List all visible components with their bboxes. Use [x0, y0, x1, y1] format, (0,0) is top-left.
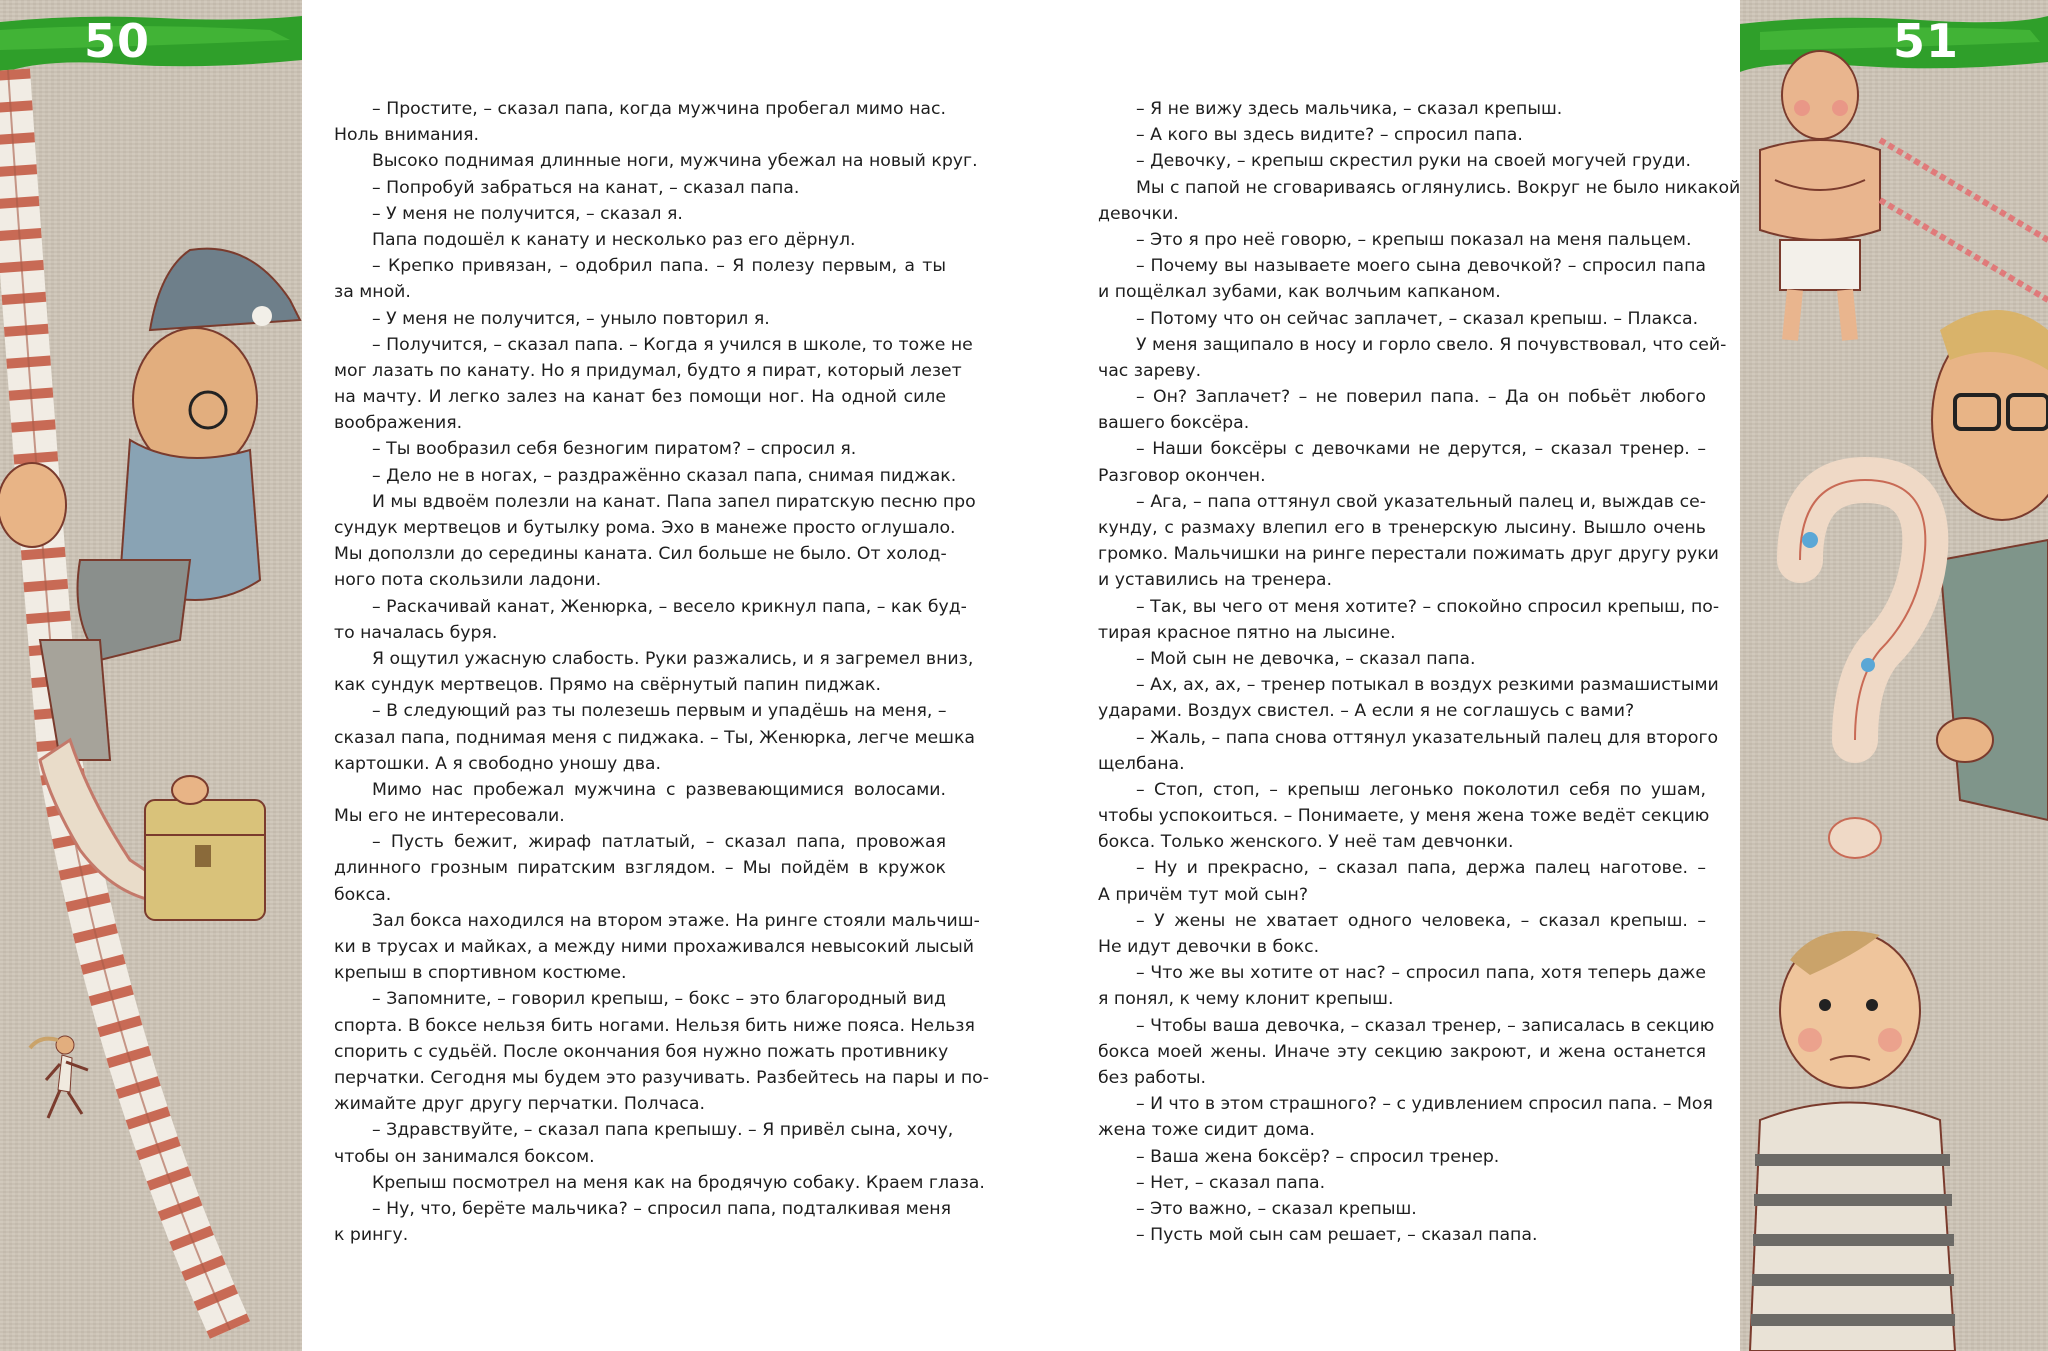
- treasure-chest: [145, 776, 265, 920]
- left-page-text-line: Мы его не интересовали.: [334, 806, 565, 827]
- right-page-text-line: – У жены не хватает одного человека, – сказал крепыш. –: [1136, 910, 1706, 931]
- left-page-text-line: Папа подошёл к канату и несколько раз его дёрнул.: [372, 229, 856, 250]
- left-page-text-line: сказал папа, поднимая меня с пиджака. – Ты, Женюрка, легче мешка: [334, 727, 975, 748]
- left-page-text-line: сундук мертвецов и бутылку рома. Эхо в манеже просто оглушало.: [334, 518, 956, 538]
- left-page-text-line: – Пусть бежит, жираф патлатый, – сказал папа, провожая: [372, 832, 946, 853]
- left-page-text-line: – Здравствуйте, – сказал папа крепышу. – Я привёл сына, хочу,: [372, 1120, 954, 1141]
- left-page-text-line: Мимо нас пробежал мужчина с развевающимися волосами.: [372, 779, 946, 800]
- boxing-coach: [1760, 51, 1880, 340]
- left-page-text-line: – Ну, что, берёте мальчика? – спросил папа, подталкивая меня: [372, 1198, 951, 1219]
- left-illustration: [0, 0, 302, 1351]
- left-page-text-line: как сундук мертвецов. Прямо на свёрнутый папин пиджак.: [334, 675, 881, 696]
- left-page-text-line: – Запомните, – говорил крепыш, – бокс – это благородный вид: [372, 989, 946, 1010]
- left-page-text-line: спорить с судьёй. После окончания боя нужно пожать противнику: [334, 1041, 949, 1062]
- right-page-text-line: – И что в этом страшного? – с удивлением спросил папа. – Моя: [1136, 1094, 1713, 1115]
- right-page-text-line: кунду, с размаху влепил его в тренерскую лысину. Вышло очень: [1098, 518, 1706, 538]
- right-page-text-line: тирая красное пятно на лысине.: [1098, 622, 1396, 643]
- right-page-text-line: и уставились на тренера.: [1098, 570, 1333, 591]
- left-page-text-line: – Попробуй забраться на канат, – сказал папа.: [372, 177, 800, 198]
- right-page-text-line: бокса. Только женского. У неё там девчонки.: [1098, 832, 1514, 853]
- right-page-text-line: – Так, вы чего от меня хотите? – спокойно спросил крепыш, по-: [1136, 596, 1720, 617]
- right-page-text-line: – Ах, ах, ах, – тренер потыкал в воздух резкими размашистыми: [1136, 675, 1719, 696]
- right-margin-illustration: [1740, 0, 2048, 1351]
- right-page-text-line: – Ага, – папа оттянул свой указательный палец и, выждав се-: [1136, 491, 1706, 512]
- right-page-text-line: Разговор окончен.: [1098, 465, 1266, 486]
- right-page-text-line: и пощёлкал зубами, как волчьим капканом.: [1098, 282, 1501, 303]
- right-page-text-line: Не идут девочки в бокс.: [1098, 937, 1320, 957]
- left-page-text-line: ного пота скользили ладони.: [334, 570, 602, 591]
- left-page-text-line: Зал бокса находился на втором этаже. На ринге стояли мальчиш-: [372, 910, 980, 931]
- left-page-text-line: Высоко поднимая длинные ноги, мужчина убежал на новый круг.: [372, 151, 978, 172]
- left-page-text-line: то началась буря.: [334, 622, 498, 643]
- left-page-text-line: Мы доползли до середины каната. Сил больше не было. От холод-: [334, 544, 947, 565]
- left-page-text-line: Ноль внимания.: [334, 125, 480, 146]
- right-page-text-line: – Он? Заплачет? – не поверил папа. – Да он побьёт любого: [1136, 387, 1706, 408]
- left-page-text-line: – Раскачивай канат, Женюрка, – весело крикнул папа, – как буд-: [372, 596, 967, 617]
- ring-ropes: [1880, 140, 2048, 300]
- left-page-text-line: И мы вдвоём полезли на канат. Папа запел пиратскую песню про: [372, 491, 976, 512]
- running-girl: [30, 1036, 88, 1118]
- right-page-text-line: – Наши боксёры с девочками не дерутся, – сказал тренер. –: [1136, 439, 1706, 460]
- right-page-text-line: я понял, к чему клонит крепыш.: [1098, 989, 1394, 1010]
- left-margin-illustration: [0, 0, 302, 1351]
- left-page-text-line: – У меня не получится, – сказал я.: [372, 203, 683, 224]
- right-page-text-line: – Девочку, – крепыш скрестил руки на своей могучей груди.: [1136, 151, 1691, 172]
- left-page-text: [334, 96, 989, 1248]
- right-page-text-line: ударами. Воздух свистел. – А если я не соглашусь с вами?: [1098, 701, 1635, 722]
- right-page-text-line: девочки.: [1098, 203, 1179, 224]
- right-page-text-line: – Нет, – сказал папа.: [1136, 1172, 1326, 1193]
- question-mark-braid: [1800, 480, 1925, 858]
- left-page-text-line: – В следующий раз ты полезешь первым и упадёшь на меня, –: [372, 701, 947, 722]
- left-page-text-line: Крепыш посмотрел на меня как на бродячую собаку. Краем глаза.: [372, 1172, 985, 1193]
- right-page-text: [1098, 96, 1741, 1248]
- right-page-text-line: – Что же вы хотите от нас? – спросил папа, хотя теперь даже: [1136, 963, 1706, 984]
- left-page-text-line: мог лазать по канату. Но я придумал, будто я пират, который лезет: [334, 360, 962, 381]
- right-page-text-line: – Стоп, стоп, – крепыш легонько поколотил себя по ушам,: [1136, 779, 1706, 800]
- right-page-text-line: – Я не вижу здесь мальчика, – сказал крепыш.: [1136, 99, 1563, 119]
- sad-boy-striped-sweater: [1750, 931, 1955, 1351]
- right-page-text-line: Мы с папой не сговариваясь оглянулись. Вокруг не было никакой: [1136, 177, 1741, 198]
- right-page-text-line: час зареву.: [1098, 360, 1202, 381]
- right-page-text-line: – Ваша жена боксёр? – спросил тренер.: [1136, 1146, 1500, 1167]
- right-page-text-line: У меня защипало в носу и горло свело. Я почувствовал, что сей-: [1136, 334, 1727, 355]
- right-page-text-line: щелбана.: [1098, 753, 1185, 774]
- left-page-text-line: картошки. А я свободно уношу два.: [334, 753, 661, 774]
- right-page-text-line: без работы.: [1098, 1067, 1206, 1088]
- right-page-text-line: – Ну и прекрасно, – сказал папа, держа палец наготове. –: [1136, 858, 1706, 879]
- left-page-text-line: воображения.: [334, 413, 463, 434]
- page-number-left: 50: [84, 14, 151, 68]
- left-page-text-line: ки в трусах и майках, а между ними прохаживался невысокий лысый: [334, 937, 974, 957]
- right-page-text-line: громко. Мальчишки на ринге перестали пожимать друг другу руки: [1098, 544, 1719, 565]
- left-page-text-line: на мачту. И легко залез на канат без помощи ног. На одной силе: [334, 387, 946, 408]
- left-page-text-line: бокса.: [334, 884, 392, 905]
- left-page-text-line: спорта. В боксе нельзя бить ногами. Нельзя бить ниже пояса. Нельзя: [334, 1015, 975, 1036]
- dad-with-glasses: [1932, 310, 2048, 820]
- left-page-text-line: – Дело не в ногах, – раздражённо сказал папа, снимая пиджак.: [372, 465, 957, 486]
- left-page-text-line: – У меня не получится, – уныло повторил я.: [372, 308, 770, 329]
- left-page-text-line: Я ощутил ужасную слабость. Руки разжались, и я загремел вниз,: [372, 648, 974, 669]
- left-page-text-line: крепыш в спортивном костюме.: [334, 963, 627, 984]
- right-page-text-line: – Это важно, – сказал крепыш.: [1136, 1198, 1417, 1219]
- left-page-text-line: жимайте друг другу перчатки. Полчаса.: [334, 1094, 705, 1115]
- page-number-right: 51: [1893, 14, 1960, 68]
- right-page-text-line: – Это я про неё говорю, – крепыш показал на меня пальцем.: [1136, 229, 1692, 250]
- right-page-text-line: – А кого вы здесь видите? – спросил папа.: [1136, 125, 1523, 146]
- left-page-text-line: перчатки. Сегодня мы будем это разучивать. Разбейтесь на пары и по-: [334, 1067, 989, 1088]
- page-number-stripe-left: [0, 16, 302, 74]
- left-page-text-line: длинного грозным пиратским взглядом. – Мы пойдём в кружок: [334, 858, 946, 879]
- left-page-text-line: – Получится, – сказал папа. – Когда я учился в школе, то тоже не: [372, 334, 973, 355]
- right-page-text-line: – Почему вы называете моего сына девочкой? – спросил папа: [1136, 256, 1706, 277]
- right-page-text-line: А причём тут мой сын?: [1098, 884, 1308, 905]
- right-illustration: [1740, 0, 2048, 1351]
- right-page-text-line: чтобы успокоиться. – Понимаете, у меня жена тоже ведёт секцию: [1098, 806, 1710, 827]
- left-page-text-line: за мной.: [334, 282, 411, 303]
- left-page-text-line: к рингу.: [334, 1225, 409, 1246]
- right-page-text-line: бокса моей жены. Иначе эту секцию закроют, и жена останется: [1098, 1041, 1706, 1062]
- left-page-text-line: – Крепко привязан, – одобрил папа. – Я полезу первым, а ты: [372, 256, 946, 277]
- left-page-text-line: – Ты вообразил себя безногим пиратом? – спросил я.: [372, 439, 857, 460]
- right-page-text-line: – Чтобы ваша девочка, – сказал тренер, – записалась в секцию: [1136, 1015, 1715, 1036]
- left-page-text-line: чтобы он занимался боксом.: [334, 1146, 595, 1167]
- left-page-text-line: – Простите, – сказал папа, когда мужчина пробегал мимо нас.: [372, 99, 946, 119]
- right-page-text-line: жена тоже сидит дома.: [1098, 1120, 1316, 1141]
- right-page-text-line: – Жаль, – папа снова оттянул указательный палец для второго: [1136, 727, 1719, 748]
- right-page-text-line: – Пусть мой сын сам решает, – сказал папа.: [1136, 1225, 1538, 1246]
- right-page-text-line: – Потому что он сейчас заплачет, – сказал крепыш. – Плакса.: [1136, 308, 1699, 329]
- right-page-text-line: – Мой сын не девочка, – сказал папа.: [1136, 648, 1476, 669]
- right-page-text-line: вашего боксёра.: [1098, 413, 1250, 434]
